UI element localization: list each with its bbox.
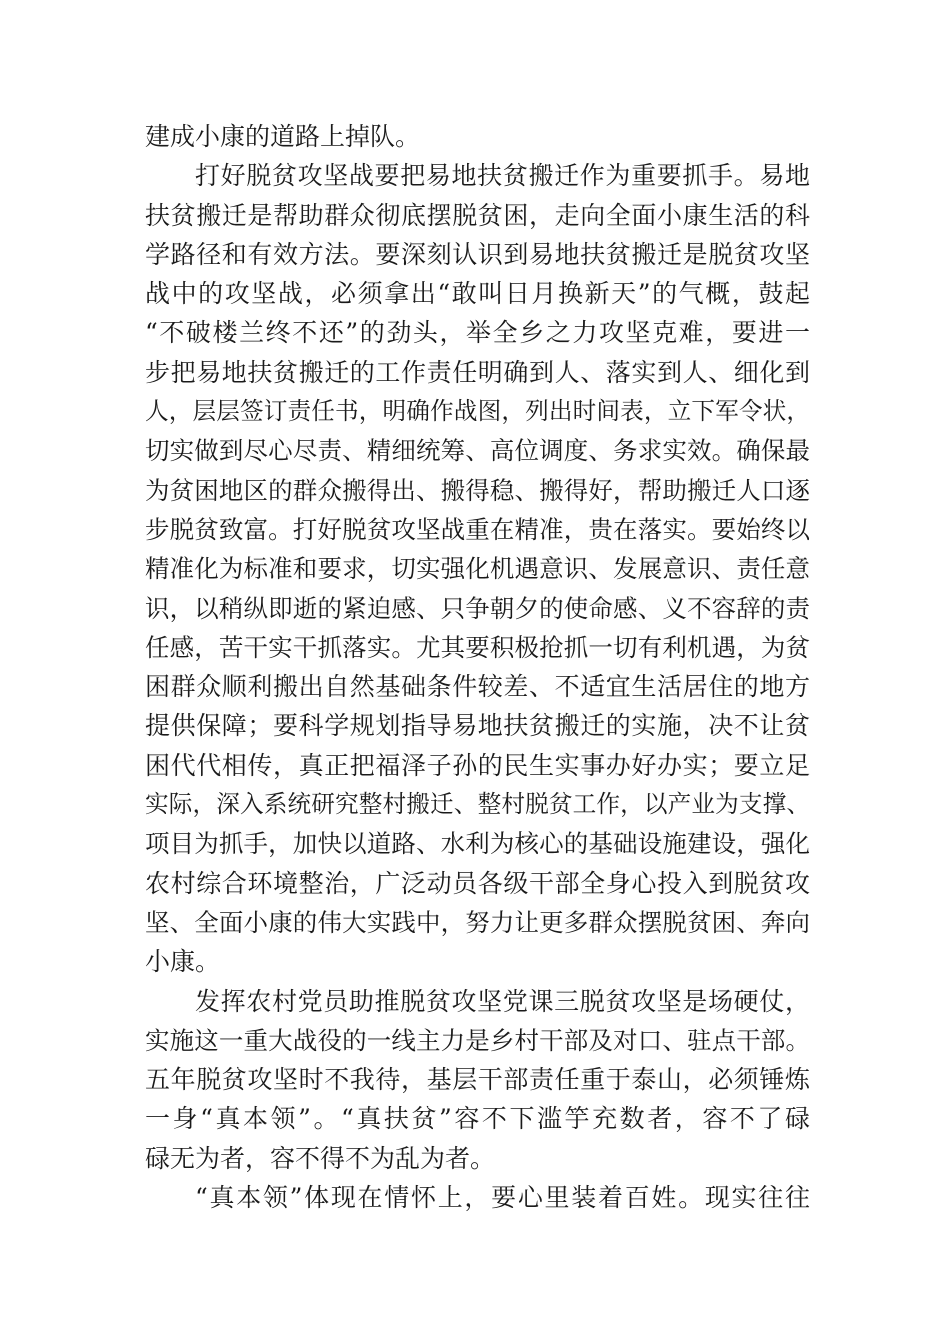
text-line: 步脱贫致富。打好脱贫攻坚战重在精准，贵在落实。要始终以 [145,514,810,544]
text-line: 识，以稍纵即逝的紧迫感、只争朝夕的使命感、义不容辞的责 [145,593,810,623]
text-line: 步把易地扶贫搬迁的工作责任明确到人、落实到人、细化到 [145,357,810,387]
text-line: 困代代相传，真正把福泽子孙的民生实事办好办实；要立足 [145,750,810,780]
text-line: 切实做到尽心尽责、精细统筹、高位调度、务求实效。确保最 [145,436,810,466]
text-line: 碌无为者，容不得不为乱为者。 [145,1143,496,1173]
text-line: 战中的攻坚战，必须拿出“敢叫日月换新天”的气概，鼓起 [145,279,810,309]
text-line: 坚、全面小康的伟大实践中，努力让更多群众摆脱贫困、奔向 [145,907,810,937]
paragraph-first-line: 打好脱贫攻坚战要把易地扶贫搬迁作为重要抓手。易地 [195,161,810,191]
paragraph-first-line: “真本领”体现在情怀上，要心里装着百姓。现实往往 [195,1183,810,1213]
text-line: 任感，苦干实干抓落实。尤其要积极抢抓一切有利机遇，为贫 [145,632,810,662]
text-line: 项目为抓手，加快以道路、水利为核心的基础设施建设，强化 [145,829,810,859]
text-line: 困群众顺利搬出自然基础条件较差、不适宜生活居住的地方 [145,672,810,702]
text-line: 农村综合环境整治，广泛动员各级干部全身心投入到脱贫攻 [145,868,810,898]
text-line: 提供保障；要科学规划指导易地扶贫搬迁的实施，决不让贫 [145,711,810,741]
text-line: “不破楼兰终不还”的劲头，举全乡之力攻坚克难，要进一 [145,318,810,348]
text-line: 一身“真本领”。“真扶贫”容不下滥竽充数者，容不了碌 [145,1104,810,1134]
text-line: 实际，深入系统研究整村搬迁、整村脱贫工作，以产业为支撑、 [145,790,810,819]
paragraph-first-line: 发挥农村党员助推脱贫攻坚党课三脱贫攻坚是场硬仗， [195,986,810,1016]
text-line: 建成小康的道路上掉队。 [145,122,421,151]
text-line: 扶贫搬迁是帮助群众彻底摆脱贫困，走向全面小康生活的科 [145,200,810,230]
text-line: 实施这一重大战役的一线主力是乡村干部及对口、驻点干部。 [145,1025,810,1055]
text-line: 精准化为标准和要求，切实强化机遇意识、发展意识、责任意 [145,554,810,584]
text-line: 为贫困地区的群众搬得出、搬得稳、搬得好，帮助搬迁人口逐 [145,475,810,505]
text-line: 人，层层签订责任书，明确作战图，列出时间表，立下军令状， [145,397,810,426]
text-line: 五年脱贫攻坚时不我待，基层干部责任重于泰山，必须锤炼 [145,1065,810,1095]
text-line: 小康。 [145,947,221,977]
document-body [145,117,810,1217]
text-line: 学路径和有效方法。要深刻认识到易地扶贫搬迁是脱贫攻坚 [145,239,810,269]
